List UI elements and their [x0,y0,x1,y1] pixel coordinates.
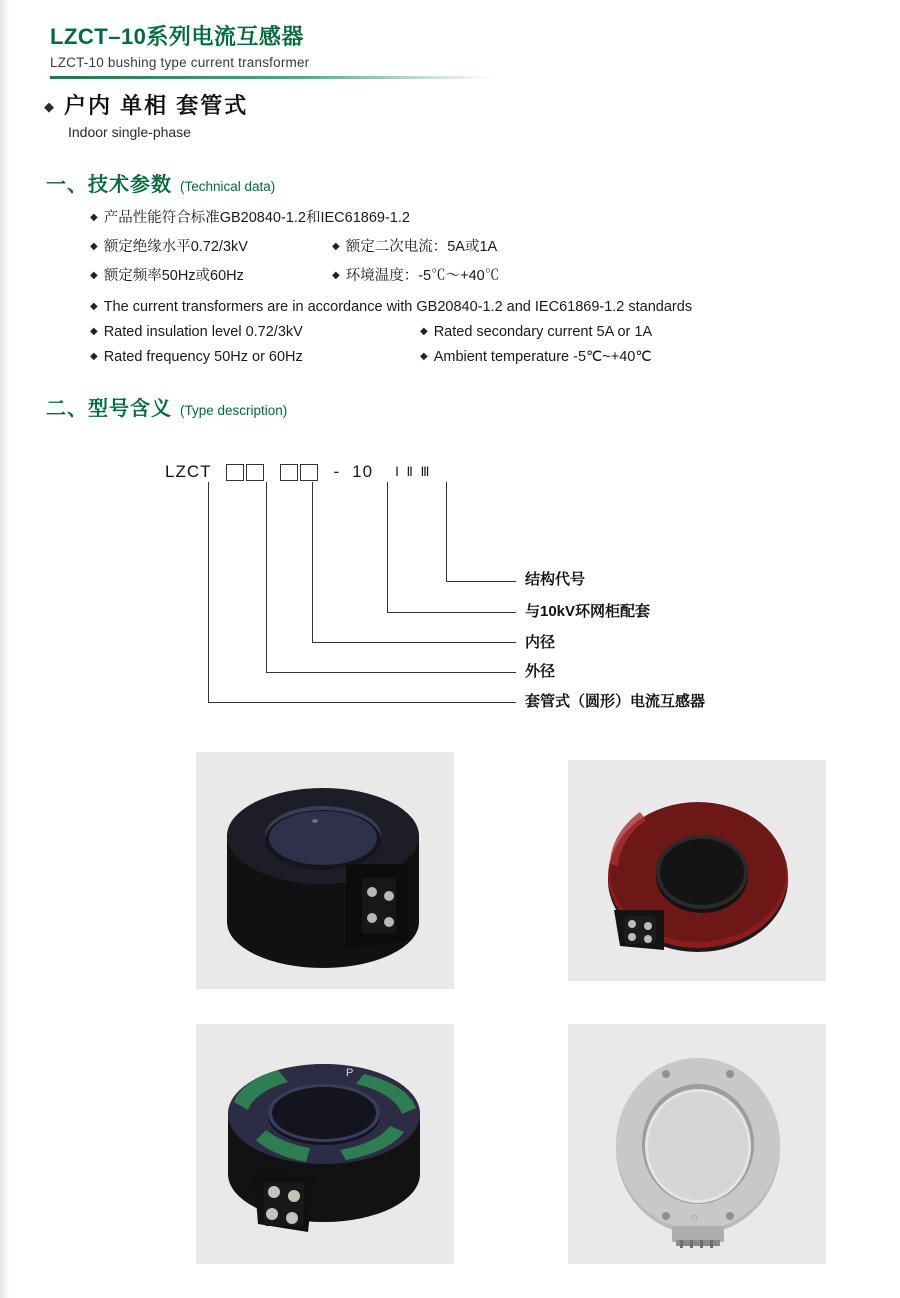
product-photo-green-bushing-ct [196,1024,454,1264]
product-photo-black-bushing-ct [196,752,454,989]
technical-data-list [90,206,880,374]
leader-line-horizontal-structure [446,581,516,582]
page-title-en: LZCT-10 bushing type current transformer [50,55,310,71]
page-title-cn: LZCT–10系列电流互感器 [50,24,304,49]
leader-line-horizontal-inner [312,642,516,643]
tech-row-en-3-text-b: Ambient temperature -5℃~+40℃ [433,349,652,365]
subtitle-en: Indoor single-phase [68,124,191,140]
tech-row-cn-1 [90,206,880,227]
tech-row-en-3-text-a: Rated frequency 50Hz or 60Hz [103,349,303,365]
code-box [300,464,318,481]
type-code-romans: Ⅰ Ⅱ Ⅲ [395,464,432,479]
green-black-bushing-ct-illustration [196,1024,454,1264]
tech-row-cn-3-text-b: 环境温度：-5℃～+40℃ [345,268,500,284]
code-box [280,464,298,481]
type-label-bushing-ct: 套管式（圆形）电流互感器 [525,693,706,710]
tech-row-cn-1-text: 产品性能符合标准GB20840-1.2和IEC61869-1.2 [103,210,410,226]
section-heading-technical-data [46,168,275,197]
leader-line-horizontal-outer [266,672,516,673]
section-1-title-en: (Technical data) [180,179,276,194]
type-description-diagram [0,440,900,730]
leader-line-vertical-bushing [208,482,209,702]
section-2-number: 二、 [46,398,88,420]
tech-row-en-2 [90,324,880,340]
tech-row-en-2-text-b: Rated secondary current 5A or 1A [433,324,653,340]
type-code-dash: - [333,462,341,481]
tech-row-cn-2 [90,235,880,256]
bullet-icon: ◆ [420,326,428,337]
type-code-inner-diameter-boxes [280,464,320,481]
black-bushing-ct-illustration [196,752,454,989]
leader-line-horizontal-ratedkv [387,612,516,613]
leader-line-horizontal-bushing [208,702,516,703]
leader-line-vertical-outer [266,482,267,672]
tech-row-cn-2-text-b: 额定二次电流：5A或1A [345,239,498,255]
type-code-row [165,462,432,482]
code-box [226,464,244,481]
photo-mark-small: □ [692,1213,697,1222]
tech-row-cn-3 [90,264,880,285]
type-label-ring-main-unit: 与10kV环网柜配套 [525,603,651,620]
header-divider [50,76,495,79]
section-2-title-cn: 型号含义 [88,398,172,420]
bullet-icon: ◆ [90,212,98,223]
tech-row-cn-3-text-a: 额定频率50Hz或60Hz [103,268,244,284]
subtitle-row [44,92,248,122]
bullet-icon: ◆ [90,241,98,252]
product-photo-grey-bushing-ct [568,1024,826,1264]
section-1-number: 一、 [46,174,88,196]
type-label-inner-diameter: 内径 [525,634,556,651]
bullet-icon: ◆ [90,270,98,281]
product-photo-red-bushing-ct [568,760,826,981]
diamond-bullet-icon: ◆ [44,99,54,114]
section-1-title-cn: 技术参数 [88,174,172,196]
red-black-bushing-ct-illustration [568,760,826,981]
leader-line-vertical-ratedkv [387,482,388,612]
bullet-icon: ◆ [90,351,98,362]
type-label-outer-diameter: 外径 [525,663,556,680]
tech-row-en-2-text-a: Rated insulation level 0.72/3kV [103,324,303,340]
page-header [50,24,850,70]
section-heading-type-description [46,392,287,421]
type-code-outer-diameter-boxes [226,464,266,481]
leader-line-vertical-inner [312,482,313,642]
type-code-prefix: LZCT [165,462,212,481]
type-label-structure-code: 结构代号 [525,571,586,588]
tech-row-cn-2-text-a: 额定绝缘水平0.72/3kV [103,239,248,255]
tech-row-en-3 [90,349,880,365]
bullet-icon: ◆ [420,351,428,362]
grey-bushing-ct-illustration [568,1024,826,1264]
tech-row-en-1 [90,299,880,315]
bullet-icon: ◆ [332,270,340,281]
photo-mark-p: P [346,1067,354,1079]
section-2-title-en: (Type description) [180,403,288,418]
bullet-icon: ◆ [332,241,340,252]
type-code-rating: 10 [352,462,374,481]
code-box [246,464,264,481]
leader-line-vertical-structure [446,482,447,582]
bullet-icon: ◆ [90,301,98,312]
bullet-icon: ◆ [90,326,98,337]
tech-row-en-1-text: The current transformers are in accordance with GB20840-1.2 and IEC61869-1.2 standards [103,299,693,315]
subtitle-cn: 户内 单相 套管式 [64,93,249,118]
